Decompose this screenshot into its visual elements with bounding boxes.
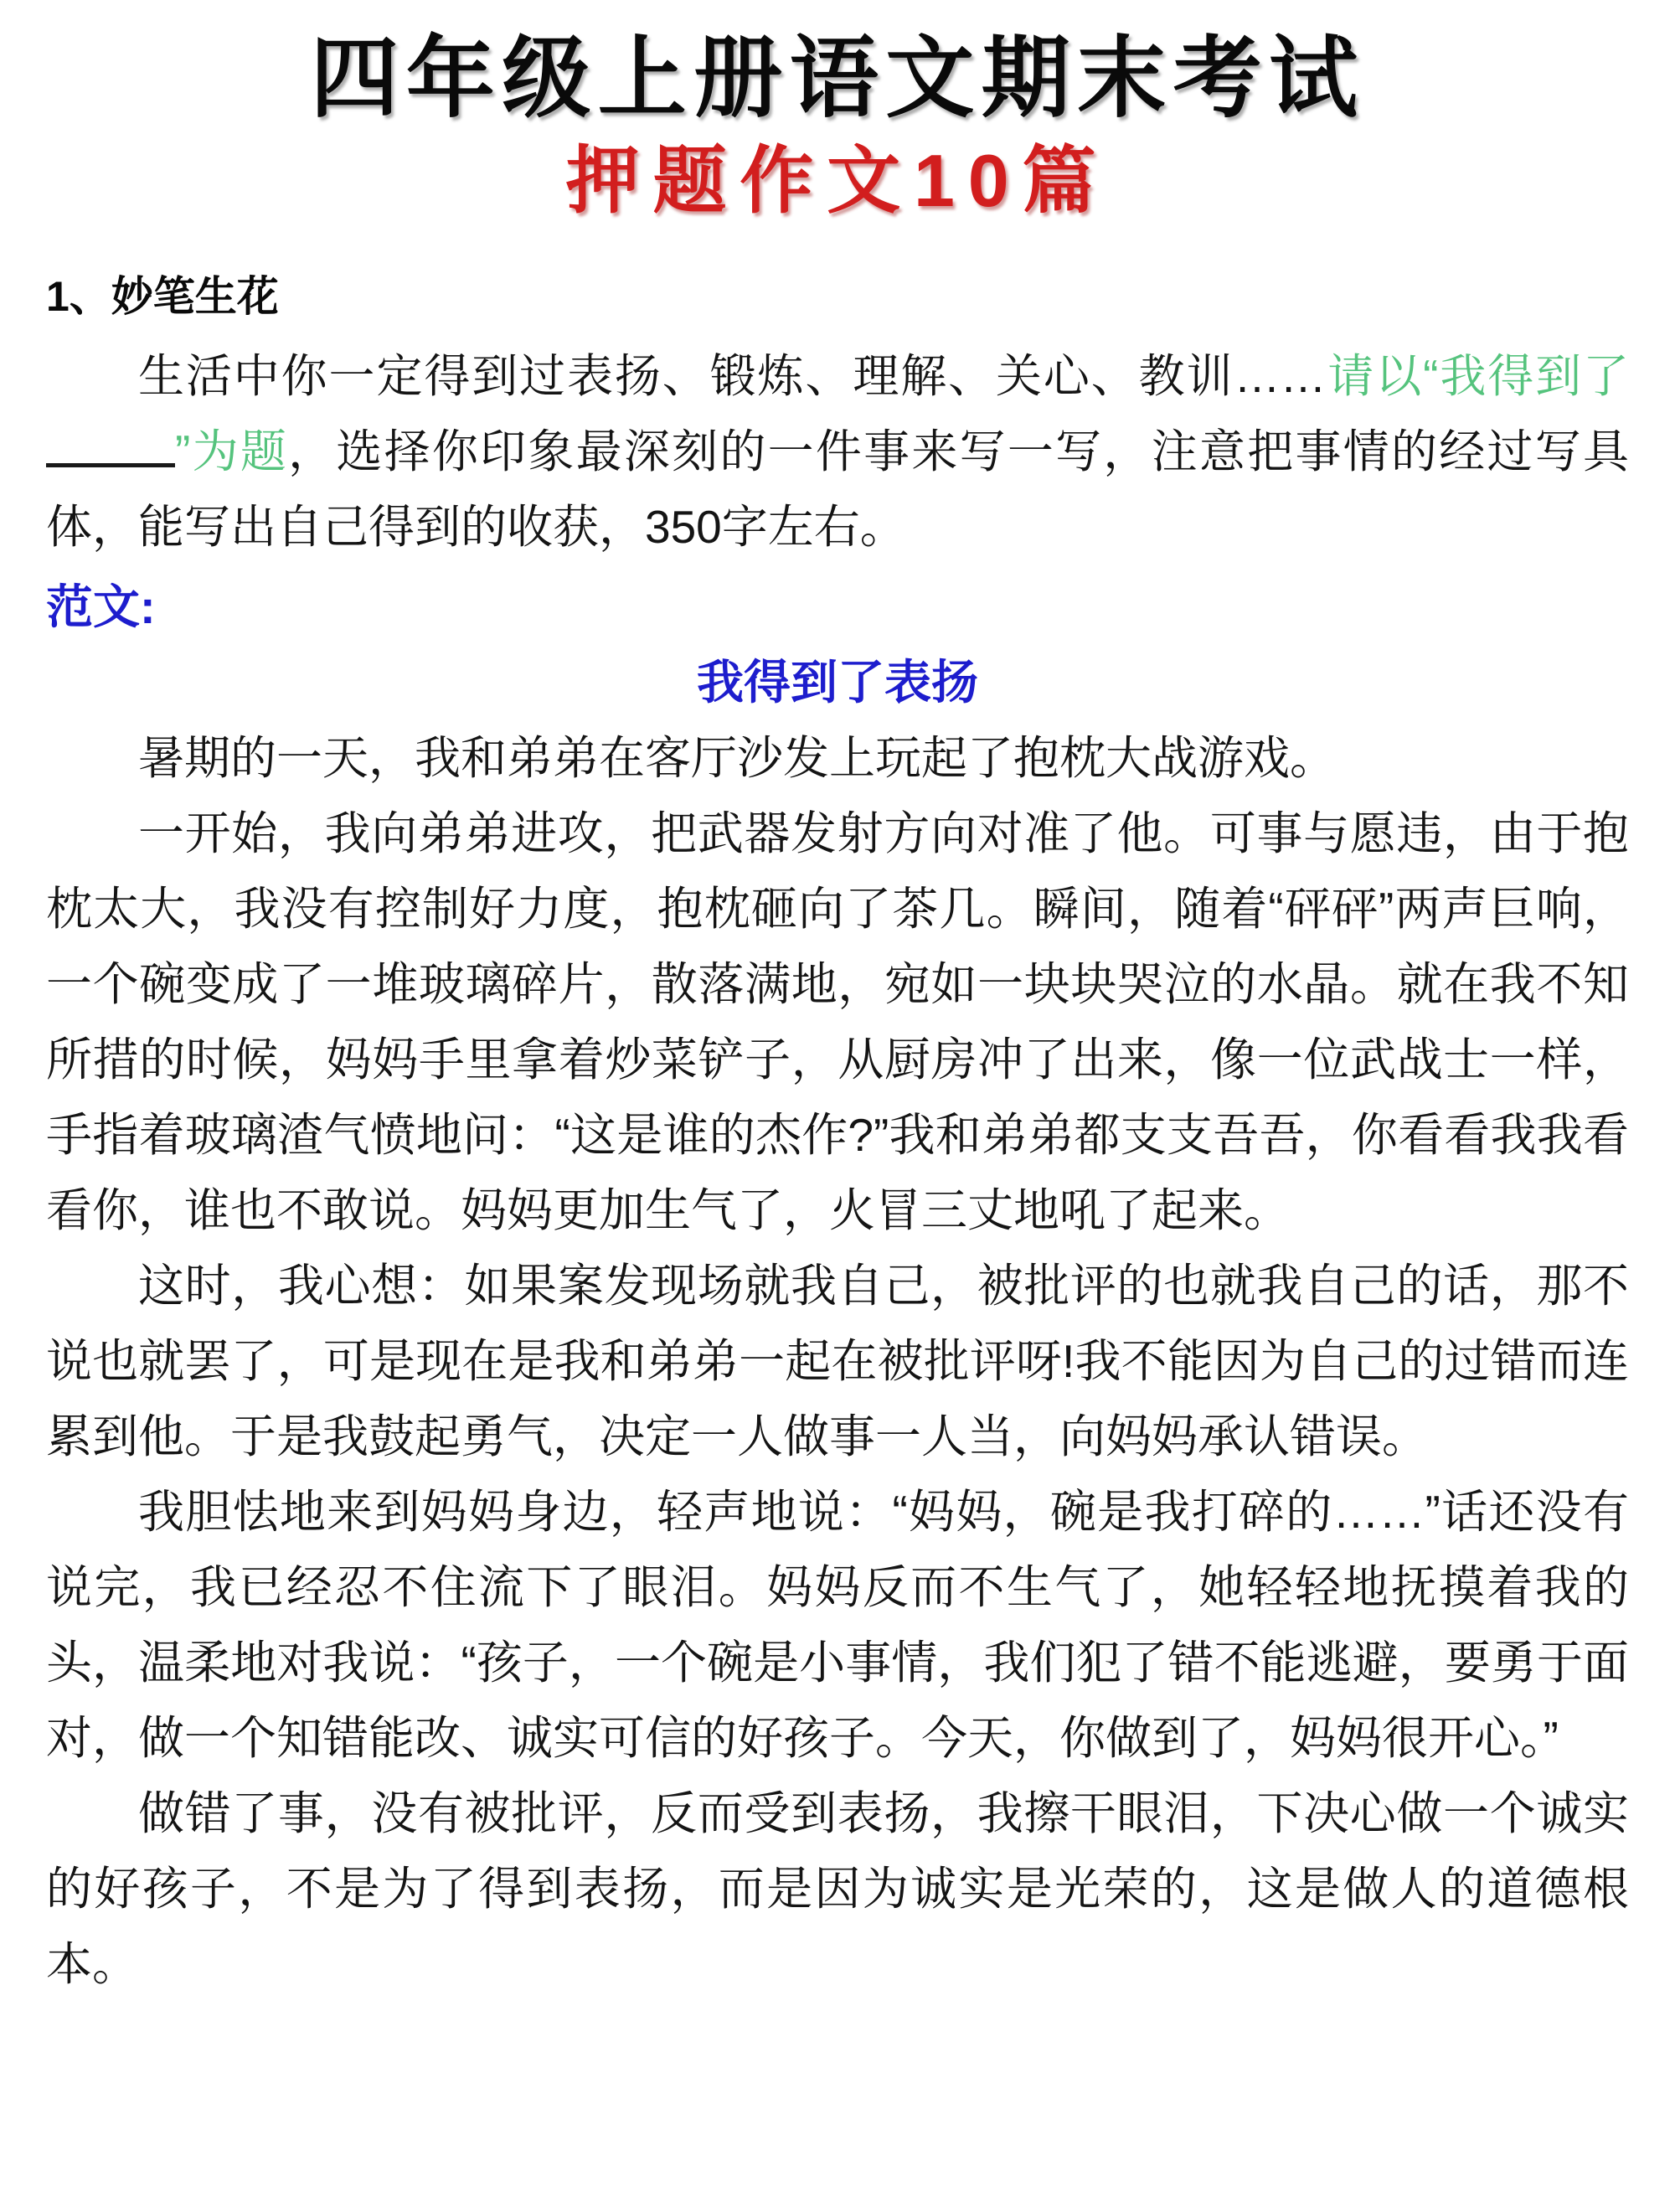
essay-paragraph: 我胆怯地来到妈妈身边，轻声地说：“妈妈，碗是我打碎的……”话还没有说完，我已经忍不住流下了眼泪。妈妈反而不生气了，她轻轻地抚摸着我的头，温柔地对我说：“孩子，一个碗是小事情，我们犯了错不能逃避，要勇于面对，做一个知错能改、诚实可信的好孩子。今天，你做到了，妈妈很开心。” [46, 1485, 1629, 1764]
prompt-paragraph [46, 338, 1629, 565]
essay-paragraph: 做错了事，没有被批评，反而受到表扬，我擦干眼泪，下决心做一个诚实的好孩子，不是为了得到表扬，而是因为诚实是光荣的，这是做人的道德根本。 [46, 1787, 1629, 1990]
section-heading: 1、妙笔生花 [46, 272, 279, 320]
page-title: 四年级上册语文期末考试 [310, 29, 1365, 128]
prompt-green-part1: 请以“我得到了 [1326, 349, 1629, 402]
blank-underline [46, 421, 175, 467]
prompt-green-part2: ”为题 [175, 425, 289, 477]
prompt-black-lead: 生活中你一定得到过表扬、锻炼、理解、关心、教训…… [138, 349, 1327, 402]
essay-title: 我得到了表扬 [697, 655, 978, 709]
essay-paragraph: 这时，我心想：如果案发现场就我自己，被批评的也就我自己的话，那不说也就罢了，可是现在是我和弟弟一起在被批评呀!我不能因为自己的过错而连累到他。于是我鼓起勇气，决定一人做事一人当，向妈妈承认错误。 [46, 1259, 1629, 1462]
page-subtitle: 押题作文10篇 [565, 138, 1110, 222]
essay-paragraph: 暑期的一天，我和弟弟在客厅沙发上玩起了抱枕大战游戏。 [138, 731, 1337, 784]
prompt-black-tail: ，选择你印象最深刻的一件事来写一写，注意把事情的经过写具体，能写出自己得到的收获，350字左右。 [46, 425, 1629, 553]
model-essay-label: 范文: [46, 580, 156, 633]
essay-paragraph: 一开始，我向弟弟进攻，把武器发射方向对准了他。可事与愿违，由于抱枕太大，我没有控制好力度，抱枕砸向了茶几。瞬间，随着“砰砰”两声巨响，一个碗变成了一堆玻璃碎片，散落满地，宛如一块块哭泣的水晶。就在我不知所措的时候，妈妈手里拿着炒菜铲子，从厨房冲了出来，像一位武战士一样，手指着玻璃渣气愤地问：“这是谁的杰作?”我和弟弟都支支吾吾，你看看我我看看你，谁也不敢说。妈妈更加生气了，火冒三丈地吼了起来。 [46, 807, 1629, 1236]
